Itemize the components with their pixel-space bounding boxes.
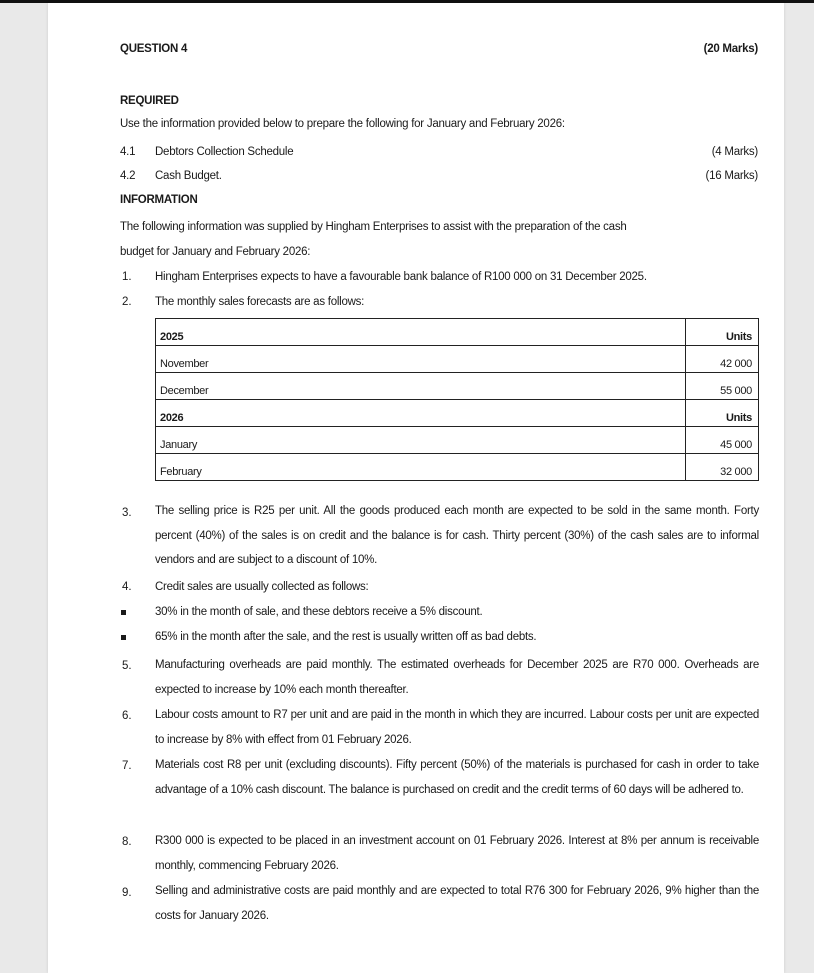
question-marks: (20 Marks) — [703, 43, 758, 55]
table-cell-year: 2025 — [156, 319, 686, 346]
information-intro-line1: The following information was supplied by Hingham Enterprises to assist with the preparation of the cash — [120, 221, 627, 233]
table-cell-units-header: Units — [686, 400, 759, 427]
bullet-icon — [121, 635, 126, 640]
point-number: 7. — [122, 760, 132, 772]
bullet-1-text: 30% in the month of sale, and these debtors receive a 5% discount. — [155, 606, 483, 618]
table-cell-month: January — [156, 427, 686, 454]
point-number: 9. — [122, 887, 132, 899]
item-marks: (4 Marks) — [711, 146, 758, 158]
point-3-text: The selling price is R25 per unit. All the goods produced each month are expected to be sold in the same month. Forty percent (40%) of the sales is on credit and the balance is for cash. Thirty percent (30%) of the cash sales are to informal vendors and are subject to a discount of 10%. — [155, 505, 759, 566]
question-title: QUESTION 4 — [120, 43, 188, 55]
information-intro-line2: budget for January and February 2026: — [120, 246, 311, 258]
point-number: 5. — [122, 660, 132, 672]
table-cell-units: 45 000 — [686, 427, 759, 454]
table-row — [156, 319, 759, 346]
point-7-text: Materials cost R8 per unit (excluding discounts). Fifty percent (50%) of the materials is purchased for cash in order to take advantage of a 10% cash discount. The balance is purchased on credit and the credit terms of 60 days will be adhered to. — [155, 759, 759, 796]
point-number: 1. — [122, 271, 132, 283]
table-row — [156, 427, 759, 454]
table-cell-units: 42 000 — [686, 346, 759, 373]
point-1-text: Hingham Enterprises expects to have a favourable bank balance of R100 000 on 31 December 2025. — [155, 271, 647, 283]
table-row — [156, 454, 759, 481]
item-label: Debtors Collection Schedule — [155, 146, 294, 158]
point-8-text: R300 000 is expected to be placed in an investment account on 01 February 2026. Interest at 8% per annum is receivable monthly, commencing February 2026. — [155, 835, 759, 872]
point-5-text: Manufacturing overheads are paid monthly. The estimated overheads for December 2025 are R70 000. Overheads are expected to increase by 10% each month thereafter. — [155, 659, 759, 696]
item-marks: (16 Marks) — [705, 170, 758, 182]
table-row — [156, 400, 759, 427]
required-heading: REQUIRED — [120, 95, 179, 107]
point-number: 6. — [122, 710, 132, 722]
point-number: 2. — [122, 296, 132, 308]
table-cell-month: February — [156, 454, 686, 481]
table-row — [156, 346, 759, 373]
required-intro: Use the information provided below to prepare the following for January and February 2026: — [120, 118, 565, 130]
bullet-icon — [121, 610, 126, 615]
point-6-text: Labour costs amount to R7 per unit and are paid in the month in which they are incurred. Labour costs per unit are expected to increase by 8% with effect from 01 February 2026. — [155, 709, 759, 746]
table-cell-month: December — [156, 373, 686, 400]
point-4-text: Credit sales are usually collected as follows: — [155, 581, 369, 593]
point-2-text: The monthly sales forecasts are as follows: — [155, 296, 365, 308]
document-page — [48, 3, 784, 973]
bullet-2-text: 65% in the month after the sale, and the rest is usually written off as bad debts. — [155, 631, 537, 643]
sales-forecast-table — [155, 318, 759, 481]
item-label: Cash Budget. — [155, 170, 222, 182]
point-number: 3. — [122, 507, 132, 519]
item-number: 4.1 — [120, 146, 136, 158]
point-number: 4. — [122, 581, 132, 593]
table-cell-units-header: Units — [686, 319, 759, 346]
item-number: 4.2 — [120, 170, 136, 182]
point-9-text: Selling and administrative costs are paid monthly and are expected to total R76 300 for February 2026, 9% higher than the costs for January 2026. — [155, 885, 759, 922]
information-heading: INFORMATION — [120, 194, 198, 206]
table-cell-year: 2026 — [156, 400, 686, 427]
point-number: 8. — [122, 836, 132, 848]
table-cell-units: 32 000 — [686, 454, 759, 481]
table-row — [156, 373, 759, 400]
table-cell-units: 55 000 — [686, 373, 759, 400]
table-cell-month: November — [156, 346, 686, 373]
